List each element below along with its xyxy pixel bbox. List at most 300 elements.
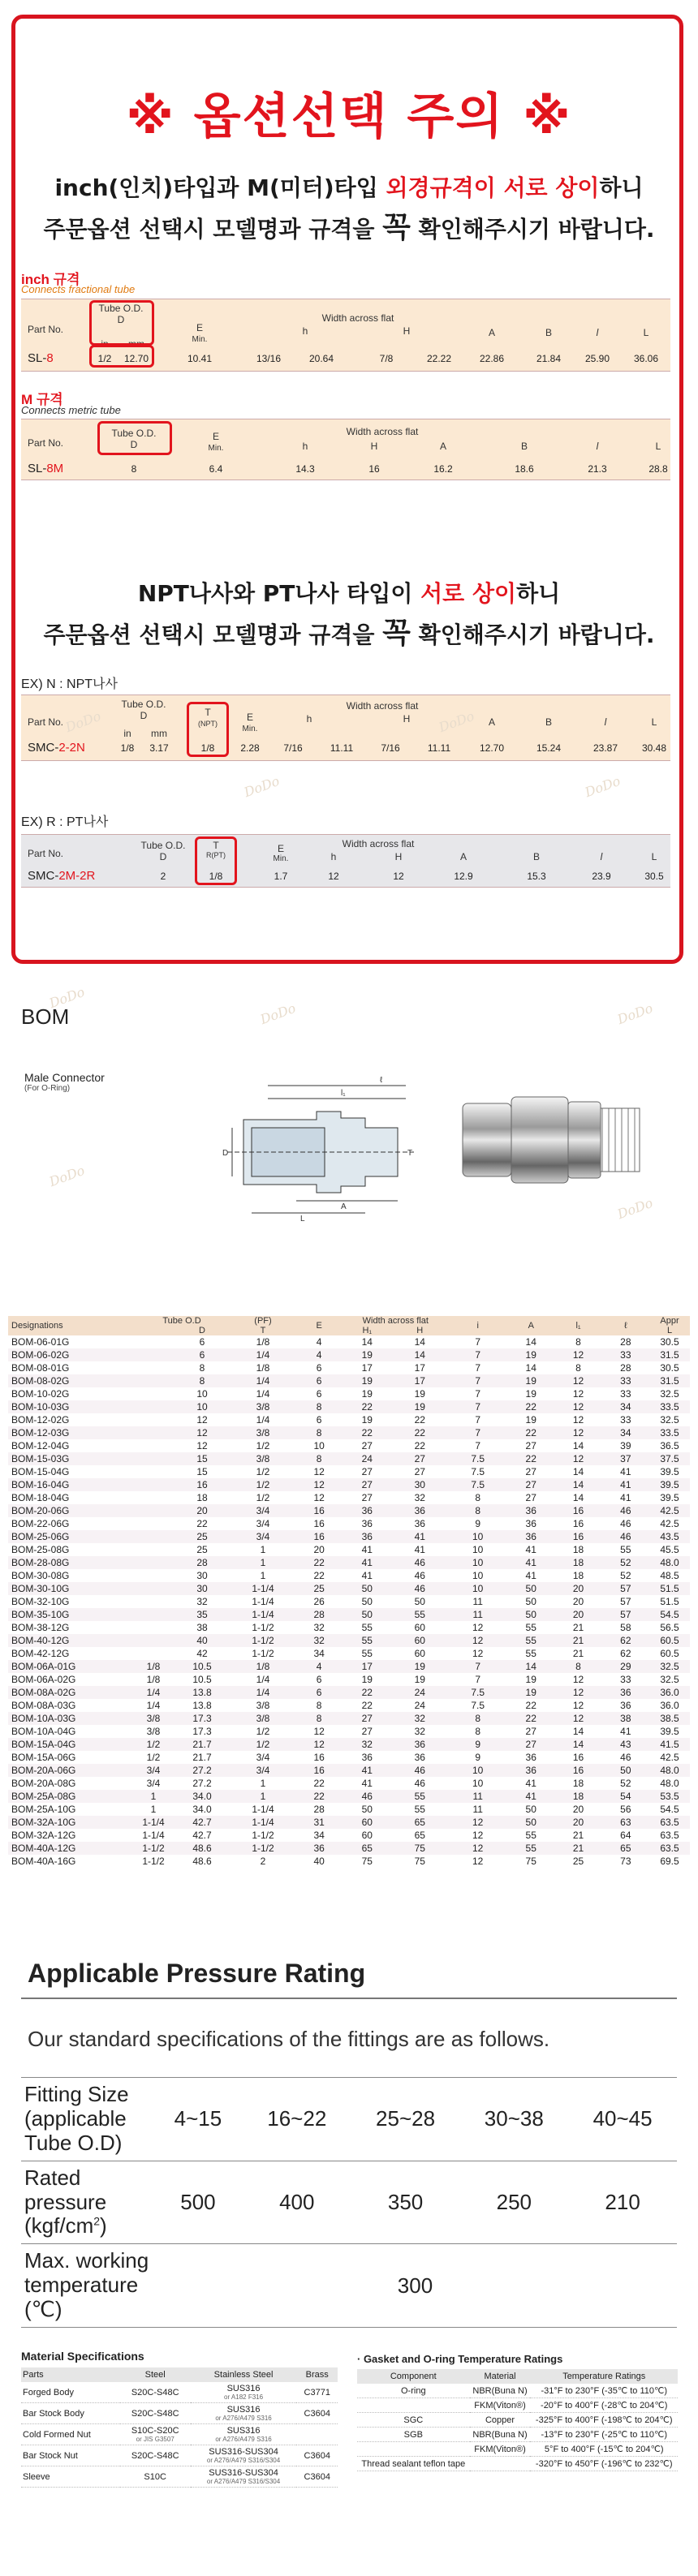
bom-cell: 4	[295, 1348, 343, 1361]
rated-cell: 500	[153, 2161, 243, 2244]
material-row	[21, 2424, 338, 2445]
header-in: in	[101, 338, 109, 350]
bom-cell: 50	[507, 1816, 554, 1829]
bom-cell: 1-1/4	[133, 1816, 174, 1829]
bom-cell: 39	[602, 1439, 649, 1452]
bom-cell: 1/8	[133, 1673, 174, 1686]
bom-cell	[133, 1504, 174, 1517]
bom-row	[8, 1738, 690, 1751]
m-sub: Connects metric tube	[21, 404, 121, 416]
bom-cell: 16	[554, 1530, 601, 1543]
bom-cell: 14	[507, 1660, 554, 1673]
mat-brass-cell	[296, 2403, 338, 2424]
bom-cell: 31.5	[649, 1348, 690, 1361]
bom-cell	[133, 1465, 174, 1478]
part-suffix: 8	[46, 351, 54, 365]
mat-ss-cell-note: or A276/A479 S316	[215, 2415, 272, 2422]
bom-cell: 1/4	[231, 1387, 295, 1400]
bom-cell: 1-1/4	[231, 1595, 295, 1608]
bom-designation-cell: BOM-08A-03G	[8, 1699, 133, 1712]
bom-cell: 36	[507, 1517, 554, 1530]
bom-cell: 36	[343, 1751, 391, 1764]
bom-designation-cell: BOM-15-03G	[8, 1452, 133, 1465]
bom-cell: 24	[343, 1452, 391, 1465]
gasket-component-cell: SGB	[357, 2428, 470, 2442]
pt-label: EX) R : PT나사	[21, 815, 109, 829]
bom-cell: 46	[602, 1517, 649, 1530]
bom-cell: 46	[343, 1790, 391, 1803]
bom-designation-cell: BOM-30-10G	[8, 1582, 133, 1595]
bom-cell	[133, 1530, 174, 1543]
bom-cell: 32.5	[649, 1413, 690, 1426]
bom-cell: 32	[295, 1621, 343, 1634]
header-l: l	[596, 327, 599, 338]
bom-cell: 12	[448, 1634, 507, 1647]
bom-subtitle: Male Connector	[24, 1071, 105, 1084]
pressure-title: Applicable Pressure Rating	[28, 1959, 366, 1988]
bom-cell: 32	[174, 1595, 231, 1608]
bom-cell: 10	[448, 1543, 507, 1556]
bom-cell: 65	[391, 1816, 448, 1829]
val-d: 2	[160, 871, 166, 882]
val-l: 21.3	[588, 463, 607, 475]
bom-cell: 8	[448, 1712, 507, 1725]
bom-row	[8, 1348, 690, 1361]
pressure-row-temp	[21, 2244, 677, 2328]
bom-cell: 2	[231, 1855, 295, 1868]
bom-cell: 1-1/2	[133, 1855, 174, 1868]
bom-cell: 10	[174, 1400, 231, 1413]
header-partno: Part No.	[28, 437, 64, 449]
bom-row	[8, 1452, 690, 1465]
bom-row	[8, 1790, 690, 1803]
val-H1: 7/16	[381, 742, 400, 754]
bom-cell: 33	[602, 1374, 649, 1387]
bom-cell: 41	[391, 1530, 448, 1543]
bom-cell: 65	[391, 1829, 448, 1842]
bom-cell: 42.5	[649, 1751, 690, 1764]
bom-cell: 12	[448, 1829, 507, 1842]
header-e: E	[196, 322, 203, 333]
npt-spec-table	[21, 695, 670, 761]
bom-cell	[133, 1335, 174, 1348]
bom-cell: 21	[554, 1647, 601, 1660]
header-tube: Tube O.D	[133, 1316, 231, 1326]
bom-cell: 37	[602, 1452, 649, 1465]
bom-cell: 19	[391, 1387, 448, 1400]
bom-cell: 28	[295, 1803, 343, 1816]
bom-cell: 10	[295, 1439, 343, 1452]
bom-row	[8, 1582, 690, 1595]
bom-cell: 1-1/4	[133, 1829, 174, 1842]
pressure-divider	[21, 1998, 677, 1999]
bom-cell: 16	[554, 1504, 601, 1517]
bom-cell: 46	[391, 1764, 448, 1777]
bom-cell: 1-1/2	[231, 1829, 295, 1842]
bom-cell: 36	[507, 1504, 554, 1517]
bom-cell: 9	[448, 1738, 507, 1751]
bom-cell: 18	[554, 1543, 601, 1556]
header-d: D	[140, 710, 148, 721]
bom-header-row-1	[8, 1316, 690, 1326]
bom-cell: 6	[295, 1413, 343, 1426]
mat-steel-cell	[120, 2424, 191, 2445]
bom-cell: 1-1/2	[231, 1842, 295, 1855]
bom-cell: 33	[602, 1413, 649, 1426]
gasket-title: · Gasket and O-ring Temperature Ratings	[357, 2353, 563, 2365]
bom-cell: 33	[602, 1387, 649, 1400]
bom-cell: 28	[602, 1361, 649, 1374]
bom-cell: 16	[295, 1530, 343, 1543]
bom-cell: 31	[295, 1816, 343, 1829]
bom-cell: 1/4	[231, 1374, 295, 1387]
bom-cell: 73	[602, 1855, 649, 1868]
header-appr: Appr	[649, 1316, 690, 1326]
bom-cell: 6	[295, 1374, 343, 1387]
bom-cell: 1	[231, 1790, 295, 1803]
bom-cell: 18	[554, 1790, 601, 1803]
bom-cell: 38	[174, 1621, 231, 1634]
bom-cell: 7	[448, 1387, 507, 1400]
gasket-material-cell: FKM(Viton®)	[470, 2398, 531, 2413]
header-H: H	[370, 441, 378, 452]
gasket-material-cell: Copper	[470, 2413, 531, 2428]
rated-label-close: )	[100, 2213, 107, 2238]
bom-cell: 48.6	[174, 1855, 231, 1868]
bom-cell: 19	[507, 1387, 554, 1400]
mat-brass-cell-text: C3604	[304, 2450, 330, 2461]
bom-cell: 14	[554, 1439, 601, 1452]
bom-cell: 12	[554, 1452, 601, 1465]
header-L: L	[655, 441, 661, 452]
header-partno: Part No.	[28, 324, 64, 335]
bom-cell: 22	[507, 1699, 554, 1712]
watermark: DoDo	[437, 707, 476, 736]
mat-brass-cell-text: C3771	[304, 2387, 330, 2398]
bom-designation-cell: BOM-12-03G	[8, 1426, 133, 1439]
header-mm: mm	[151, 728, 167, 739]
bom-cell: 19	[391, 1400, 448, 1413]
header-partno: Part No.	[28, 716, 64, 728]
bom-cell: 55	[391, 1803, 448, 1816]
val-H1: 7/8	[379, 353, 394, 364]
notice-line-1	[0, 170, 698, 203]
header-pf: (PF)	[231, 1316, 295, 1326]
bom-cell: 27	[343, 1439, 391, 1452]
bom-cell: 60	[343, 1829, 391, 1842]
bom-cell: 32.5	[649, 1387, 690, 1400]
val-t: 1/8	[209, 871, 223, 882]
temp-cell: 300	[153, 2244, 677, 2328]
bom-cell: 41	[602, 1491, 649, 1504]
bom-cell: 10	[174, 1387, 231, 1400]
inch-spec-table	[21, 299, 670, 372]
bom-cell: 3/8	[231, 1699, 295, 1712]
header-t: T	[213, 840, 219, 851]
val-L: 30.48	[641, 742, 667, 754]
material-table-body	[21, 2382, 338, 2488]
bom-cell: 48.6	[174, 1842, 231, 1855]
bom-cell: 22	[391, 1439, 448, 1452]
bom-cell: 12	[295, 1465, 343, 1478]
bom-cell: 55	[507, 1647, 554, 1660]
bom-cell: 51.5	[649, 1595, 690, 1608]
bom-cell: 3/4	[133, 1777, 174, 1790]
bom-cell: 55	[391, 1608, 448, 1621]
val-in: 1/2	[97, 353, 112, 364]
bom-cell: 8	[554, 1660, 601, 1673]
bom-cell: 52	[602, 1556, 649, 1569]
bom-cell: 36	[391, 1738, 448, 1751]
bom-cell: 19	[343, 1673, 391, 1686]
bom-cell: 58	[602, 1621, 649, 1634]
m-spec-table	[21, 419, 670, 480]
bom-cell: 24	[391, 1686, 448, 1699]
bom-cell: 10	[448, 1764, 507, 1777]
bom-cell: 12	[554, 1673, 601, 1686]
material-header	[21, 2367, 338, 2382]
rated-cell: 400	[243, 2161, 351, 2244]
part-prefix: SMC-	[28, 869, 59, 883]
line2-tail: 확인해주시기 바랍니다.	[410, 216, 655, 243]
part-number	[28, 741, 85, 755]
bom-cell: 9	[448, 1751, 507, 1764]
bom-row	[8, 1712, 690, 1725]
bom-cell: 10	[448, 1582, 507, 1595]
dim-l-label: ℓ	[380, 1076, 383, 1085]
bom-cell: 7	[448, 1413, 507, 1426]
gasket-temp-cell: -320°F to 450°F (-196℃ to 232℃)	[530, 2457, 678, 2471]
bom-cell: 9	[448, 1517, 507, 1530]
bom-designation-cell: BOM-40A-16G	[8, 1855, 133, 1868]
bom-row	[8, 1465, 690, 1478]
bom-cell: 1	[231, 1777, 295, 1790]
bom-cell: 50	[343, 1608, 391, 1621]
bom-row	[8, 1491, 690, 1504]
bom-cell: 54	[602, 1790, 649, 1803]
bom-cell: 7	[448, 1439, 507, 1452]
material-table	[21, 2367, 338, 2488]
bom-cell: 50	[343, 1595, 391, 1608]
bom-cell: 14	[343, 1335, 391, 1348]
bom-cell: 12	[295, 1478, 343, 1491]
gasket-table	[357, 2369, 678, 2471]
gasket-component-cell	[357, 2398, 470, 2413]
mat-ss-cell-text: SUS316-SUS304	[209, 2447, 278, 2457]
bom-cell: 27	[507, 1439, 554, 1452]
bom-cell: 21.7	[174, 1738, 231, 1751]
bom-cell: 14	[391, 1335, 448, 1348]
bom-cell: 18	[174, 1491, 231, 1504]
dim-L-label: L	[300, 1215, 305, 1223]
bom-cell: 20	[554, 1608, 601, 1621]
bom-cell: 50	[507, 1803, 554, 1816]
bom-cell: 27	[391, 1452, 448, 1465]
part-number	[28, 869, 95, 883]
bom-cell: 41.5	[649, 1738, 690, 1751]
bom-cell: 12	[174, 1413, 231, 1426]
bom-cell: 8	[295, 1699, 343, 1712]
bom-cell: 1	[133, 1790, 174, 1803]
bom-cell: 22	[174, 1517, 231, 1530]
val-L: 36.06	[633, 353, 659, 364]
bom-cell	[133, 1400, 174, 1413]
bom-cell	[133, 1517, 174, 1530]
mat-part-cell	[21, 2424, 120, 2445]
header-tube: Tube O.D.	[140, 840, 186, 851]
bom-cell: 21	[554, 1842, 601, 1855]
dim-l1-label: l₁	[341, 1089, 346, 1098]
part-prefix: SMC-	[28, 741, 59, 755]
bom-cell: 41	[602, 1465, 649, 1478]
notice-box	[11, 15, 683, 964]
bom-designation-cell: BOM-15-04G	[8, 1465, 133, 1478]
gasket-component-cell: O-ring	[357, 2384, 470, 2398]
val-e: 6.4	[209, 463, 223, 475]
rated-label-text: Rated pressure (kgf/cm	[24, 2165, 107, 2238]
bom-cell: 11	[448, 1803, 507, 1816]
header-b: B	[545, 327, 552, 338]
bom-cell: 19	[343, 1374, 391, 1387]
bom-cell: 7.5	[448, 1699, 507, 1712]
header-b: B	[532, 851, 540, 862]
header-a: A	[439, 441, 446, 452]
bom-row	[8, 1361, 690, 1374]
pt-spec-table	[21, 834, 670, 888]
val-b: 15.3	[527, 871, 546, 882]
bom-designation-cell: BOM-38-12G	[8, 1621, 133, 1634]
header-i: i	[448, 1316, 507, 1335]
highlight-box	[195, 836, 237, 885]
bom-cell: 11	[448, 1608, 507, 1621]
highlight-box	[97, 421, 172, 455]
mat-steel-cell-note: or JIS G3507	[136, 2436, 174, 2443]
bom-cell: 17	[343, 1361, 391, 1374]
val-l: 23.87	[592, 742, 618, 754]
bom-cell: 12	[554, 1387, 601, 1400]
highlight-box	[187, 702, 229, 757]
bom-cell: 36	[507, 1764, 554, 1777]
bom-cell: 7	[448, 1361, 507, 1374]
val-b: 15.24	[536, 742, 562, 754]
bom-cell: 1/8	[231, 1361, 295, 1374]
mat-ss-cell	[191, 2424, 297, 2445]
bom-cell: 7	[448, 1335, 507, 1348]
bom-cell: 36	[391, 1751, 448, 1764]
header-L: L	[643, 327, 649, 338]
mat-ss-cell-text: SUS316	[226, 2405, 261, 2415]
bom-designation-cell: BOM-10A-03G	[8, 1712, 133, 1725]
val-e: 1.7	[274, 871, 288, 882]
header-L: L	[651, 716, 657, 728]
bom-cell: 27.2	[174, 1777, 231, 1790]
bom-cell: 48.0	[649, 1777, 690, 1790]
bom-cell: 22	[295, 1790, 343, 1803]
rated-cell: 210	[568, 2161, 677, 2244]
bom-cell: 8	[295, 1452, 343, 1465]
bom-cell: 32.5	[649, 1673, 690, 1686]
notice-line-3	[0, 576, 698, 609]
header-waf: Width across flat	[346, 700, 419, 712]
val-h: 14.3	[295, 463, 315, 475]
bom-cell: 3/8	[231, 1400, 295, 1413]
bom-cell: 27	[343, 1465, 391, 1478]
bom-row	[8, 1400, 690, 1413]
connector-photo	[455, 1079, 666, 1201]
bom-cell: 20	[554, 1803, 601, 1816]
val-b: 21.84	[536, 353, 562, 364]
bom-cell: 42.7	[174, 1829, 231, 1842]
bom-cell: 14	[554, 1491, 601, 1504]
dim-t-label: T	[407, 1149, 413, 1158]
bom-cell: 32	[295, 1634, 343, 1647]
bom-cell: 3/4	[231, 1764, 295, 1777]
gasket-material-cell	[470, 2457, 531, 2471]
bom-cell: 10	[448, 1569, 507, 1582]
gasket-temp-cell: -31°F to 230°F (-35℃ to 110℃)	[530, 2384, 678, 2398]
bom-row	[8, 1387, 690, 1400]
bom-row	[8, 1686, 690, 1699]
gasket-row	[357, 2413, 678, 2428]
line4-text: 주문옵션 선택시 모델명과 규격을	[43, 621, 383, 648]
bom-designation-cell: BOM-06-02G	[8, 1348, 133, 1361]
bom-cell: 63.5	[649, 1829, 690, 1842]
bom-cell: 1-1/2	[133, 1842, 174, 1855]
header-H: H	[403, 713, 411, 725]
rated-cell: 250	[459, 2161, 568, 2244]
bom-cell: 22	[507, 1400, 554, 1413]
bom-cell: 8	[174, 1374, 231, 1387]
bom-cell: 33	[602, 1348, 649, 1361]
bom-cell: 75	[507, 1855, 554, 1868]
bom-cell: 27	[507, 1478, 554, 1491]
val-mm: 3.17	[149, 742, 169, 754]
bom-cell	[133, 1543, 174, 1556]
bom-cell: 1/4	[231, 1348, 295, 1361]
bom-cell: 8	[295, 1400, 343, 1413]
gasket-material-cell: FKM(Viton®)	[470, 2442, 531, 2457]
gasket-material-cell: NBR(Buna N)	[470, 2428, 531, 2442]
bom-cell: 13.8	[174, 1686, 231, 1699]
bom-cell: 36	[391, 1517, 448, 1530]
notice-title: ※ 옵션선택 주의 ※	[126, 88, 572, 145]
part-number	[28, 351, 54, 365]
mat-brass-cell-text: C3604	[304, 2408, 330, 2419]
bom-row	[8, 1556, 690, 1569]
bom-cell: 16	[174, 1478, 231, 1491]
bom-cell: 1/2	[133, 1751, 174, 1764]
bom-designation-cell: BOM-08A-02G	[8, 1686, 133, 1699]
mat-part-cell	[21, 2382, 120, 2403]
mat-part-cell-text: Bar Stock Nut	[23, 2450, 78, 2461]
diff-text: 서로 상이	[420, 580, 517, 607]
bom-cell: 12	[554, 1374, 601, 1387]
bom-cell: 16	[554, 1751, 601, 1764]
bom-row	[8, 1673, 690, 1686]
header-l: l	[596, 441, 599, 452]
bom-table-body	[8, 1335, 690, 1868]
val-b: 18.6	[515, 463, 534, 475]
val-h1: 13/16	[256, 353, 282, 364]
bom-cell: 22	[391, 1426, 448, 1439]
gasket-temp-cell: -325°F to 400°F (-198℃ to 204℃)	[530, 2413, 678, 2428]
bom-cell: 22	[295, 1777, 343, 1790]
val-L: 30.5	[644, 871, 664, 882]
notice-line-2	[0, 204, 698, 246]
mat-ss-cell-note: or A276/A479 S316	[215, 2436, 272, 2443]
bom-cell: 14	[554, 1725, 601, 1738]
bom-cell: 14	[554, 1478, 601, 1491]
